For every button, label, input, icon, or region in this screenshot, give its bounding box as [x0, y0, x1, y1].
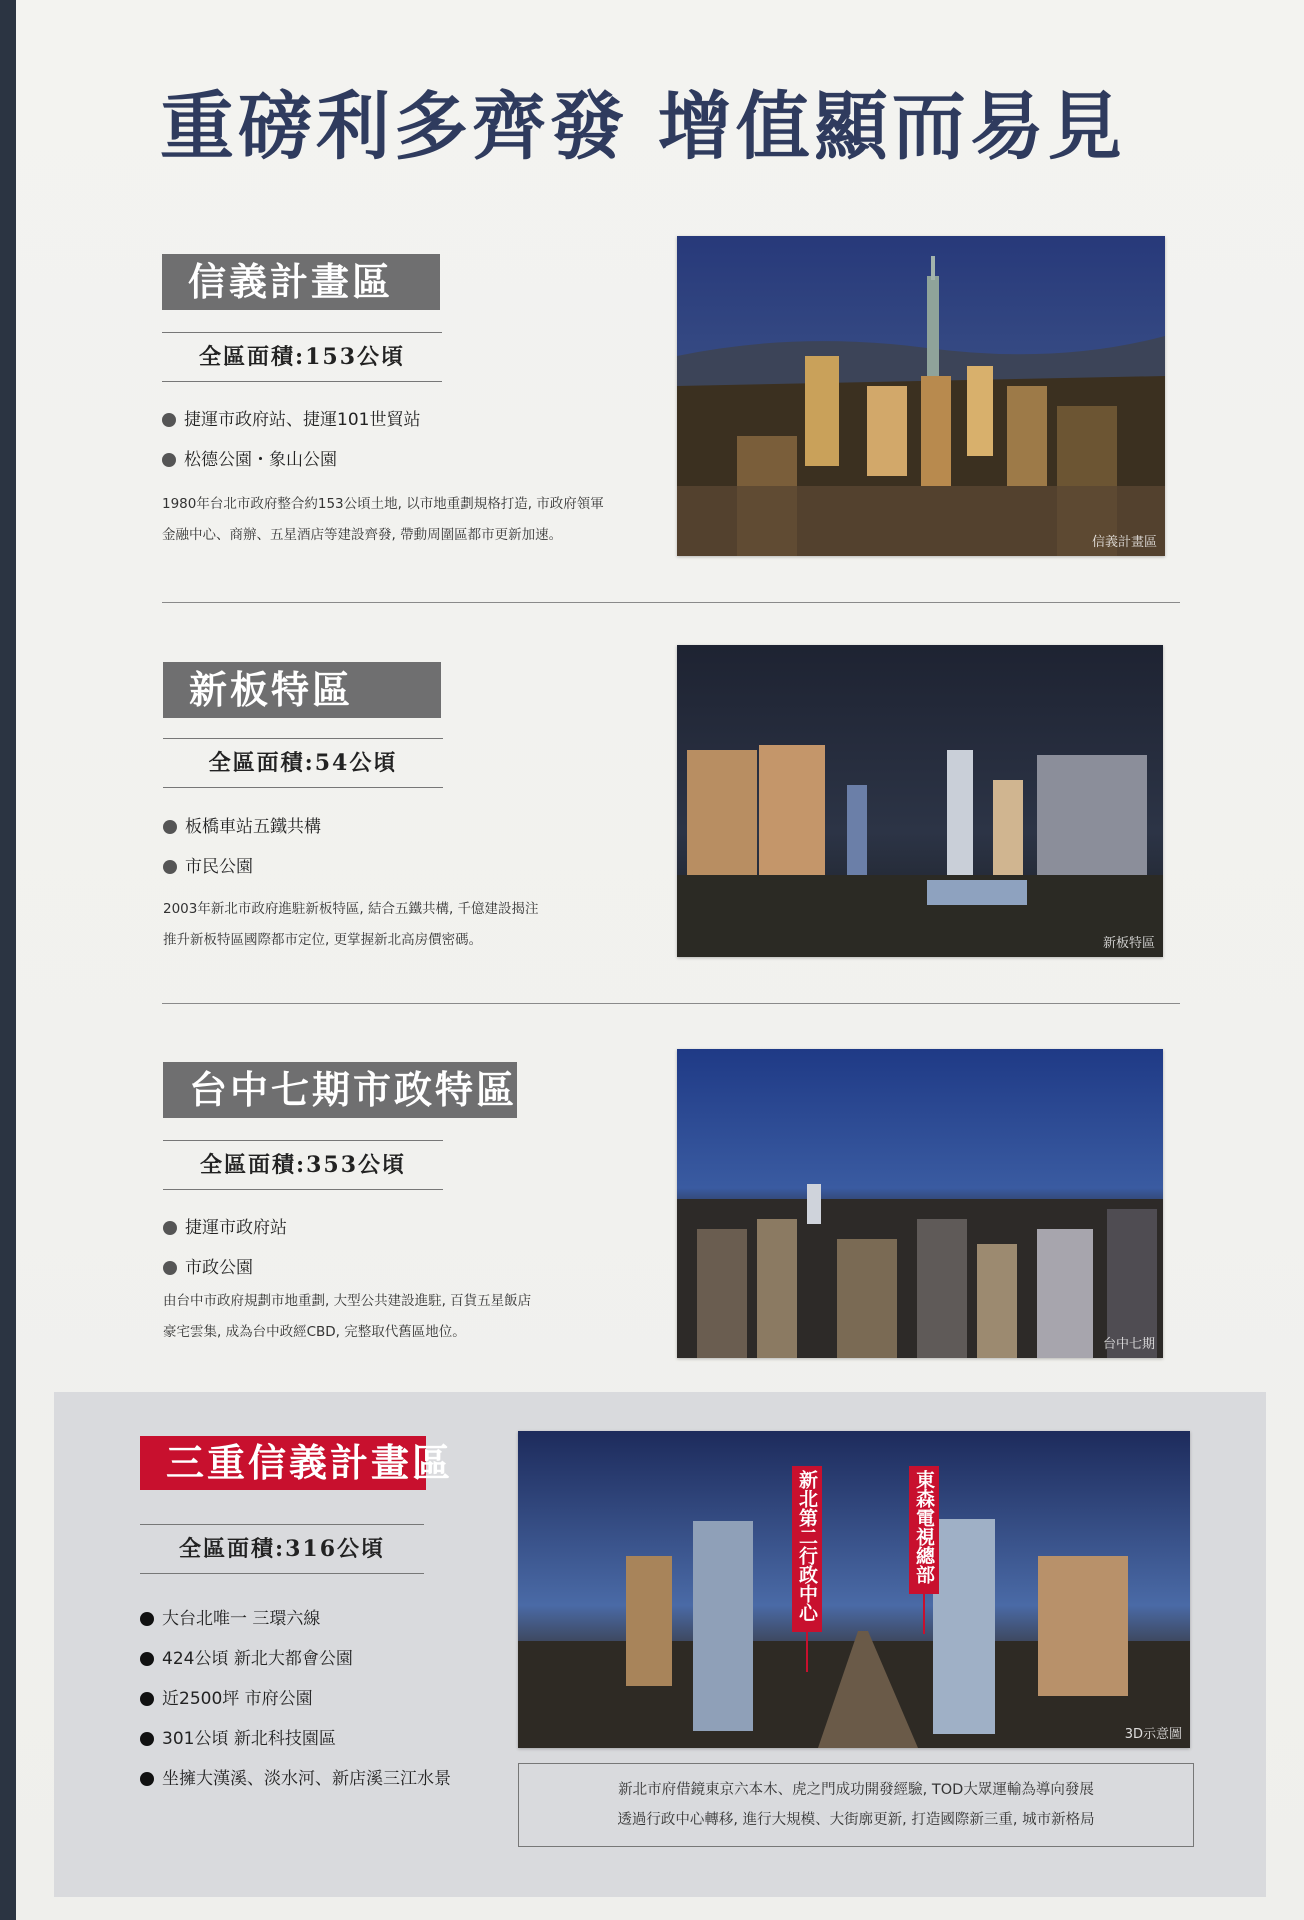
- bullet-dot: [140, 1652, 154, 1666]
- bullet-dot: [163, 860, 177, 874]
- photo-banqiao-skyline: [677, 645, 1163, 957]
- section-divider: [162, 1003, 1180, 1004]
- bullet-list-banqiao: [163, 807, 321, 887]
- list-item: 市民公園: [163, 847, 321, 887]
- photo-caption: 3D示意圖: [1124, 1727, 1182, 1742]
- list-item: 捷運市政府站: [163, 1208, 287, 1248]
- bullet-dot: [140, 1612, 154, 1626]
- bullet-dot: [163, 1221, 177, 1235]
- photo-caption: 信義計畫區: [1091, 535, 1157, 550]
- bullet-list-taichung: [163, 1208, 287, 1288]
- section-label-taichung: 台中七期市政特區: [163, 1062, 517, 1118]
- bullet-dot: [140, 1692, 154, 1706]
- list-item: 424公頃 新北大都會公園: [140, 1639, 451, 1679]
- page-title: 重磅利多齊發 增值顯而易見: [160, 84, 1126, 170]
- area-banqiao: 全區面積:54公頃: [163, 738, 443, 788]
- area-xinyi: 全區面積:153公頃: [162, 332, 442, 382]
- list-item: 板橋車站五鐵共構: [163, 807, 321, 847]
- tag-ettv-headquarters: 東森電視總部: [909, 1466, 939, 1594]
- area-sanchong: 全區面積:316公頃: [140, 1524, 424, 1574]
- photo-xinyi-skyline: [677, 236, 1165, 556]
- bullet-list-sanchong: [140, 1599, 451, 1799]
- photo-caption: 台中七期: [1102, 1337, 1155, 1352]
- section-label-sanchong: 三重信義計畫區: [140, 1436, 426, 1490]
- list-item: 市政公園: [163, 1248, 287, 1288]
- description-taichung: 由台中市政府規劃市地重劃, 大型公共建設進駐, 百貨五星飯店 豪宅雲集, 成為台中政經CBD, 完整取代舊區地位。: [163, 1293, 532, 1340]
- photo-taichung-skyline: [677, 1049, 1163, 1358]
- list-item: 301公頃 新北科技園區: [140, 1719, 451, 1759]
- photo-sanchong-rendering: [518, 1431, 1190, 1748]
- tag-new-taipei-admin-center: 新北第二行政中心: [792, 1466, 822, 1632]
- section-label-xinyi: 信義計畫區: [162, 254, 440, 310]
- bullet-dot: [162, 453, 176, 467]
- bullet-dot: [140, 1772, 154, 1786]
- list-item: 坐擁大漢溪、淡水河、新店溪三江水景: [140, 1759, 451, 1799]
- photo-caption: 新板特區: [1102, 936, 1155, 951]
- section-divider: [162, 602, 1180, 603]
- list-item: 近2500坪 市府公園: [140, 1679, 451, 1719]
- bullet-dot: [140, 1732, 154, 1746]
- list-item: 捷運市政府站、捷運101世貿站: [162, 400, 420, 440]
- description-xinyi: 1980年台北市政府整合約153公頃土地, 以市地重劃規格打造, 市政府領軍 金融中心、商辦、五星酒店等建設齊發, 帶動周圍區都市更新加速。: [162, 496, 604, 543]
- bullet-dot: [162, 413, 176, 427]
- area-taichung: 全區面積:353公頃: [163, 1140, 443, 1190]
- list-item: 大台北唯一 三環六線: [140, 1599, 451, 1639]
- bullet-list-xinyi: [162, 400, 420, 480]
- brochure-page: [16, 0, 1304, 1920]
- list-item: 松德公園・象山公園: [162, 440, 420, 480]
- section-label-banqiao: 新板特區: [163, 662, 441, 718]
- description-banqiao: 2003年新北市政府進駐新板特區, 結合五鐵共構, 千億建設揭注 推升新板特區國際都市定位, 更掌握新北高房價密碼。: [163, 901, 539, 948]
- info-note: 新北市府借鏡東京六本木、虎之門成功開發經驗, TOD大眾運輸為導向發展 透過行政中心轉移, 進行大規模、大街廓更新, 打造國際新三重, 城市新格局: [518, 1763, 1194, 1847]
- bullet-dot: [163, 1261, 177, 1275]
- bullet-dot: [163, 820, 177, 834]
